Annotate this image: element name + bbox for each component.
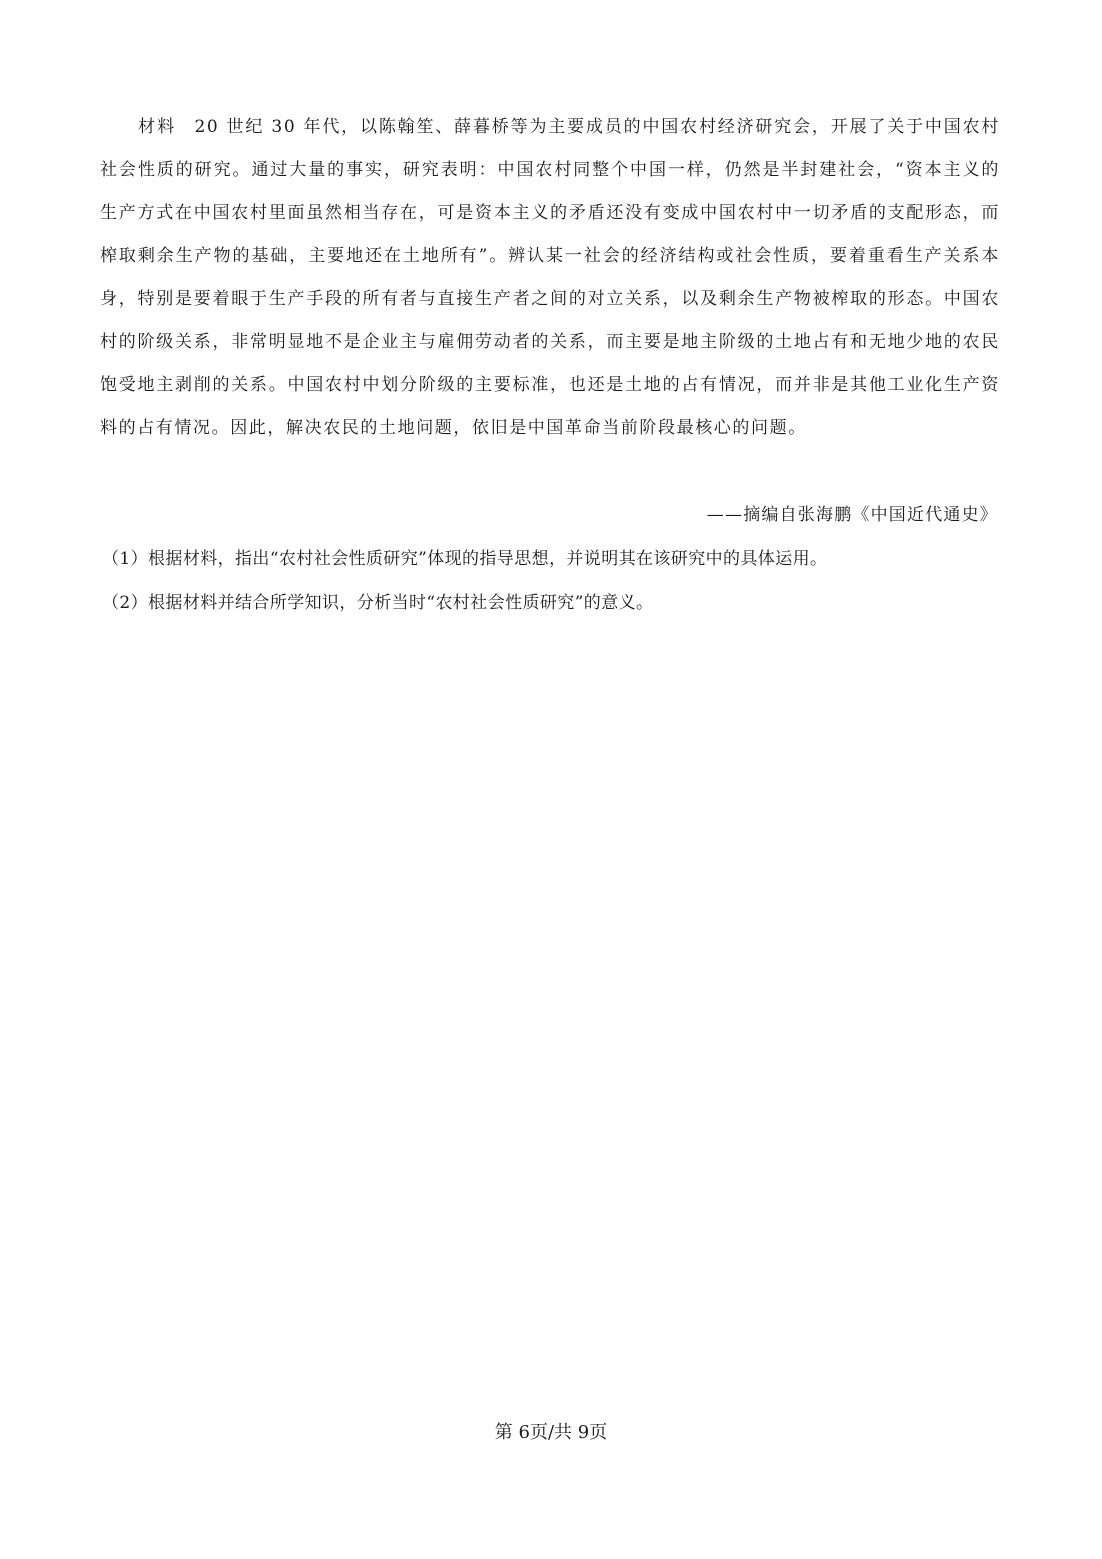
- question-2: （2）根据材料并结合所学知识，分析当时“农村社会性质研究”的意义。: [102, 593, 654, 613]
- material-text: 20 世纪 30 年代，以陈翰笙、薛暮桥等为主要成员的中国农村经济研究会，开展了关于中国农村社会性质的研究。通过大量的事实，研究表明：中国农村同整个中国一样，仍然是半封建社会，“资本主义的生产方式在中国农村里面虽然相当存在，可是资本主义的矛盾还没有变成中国农村中一切矛盾的支配形态，而榨取剩余生产物的基础，主要地还在土地所有”。辨认某一社会的经济结构或社会性质，要着重看生产关系本身，特别是要着眼于生产手段的所有者与直接生产者之间的对立关系，以及剩余生产物被榨取的形态。中国农村的阶级关系，非常明显地不是企业主与雇佣劳动者的关系，而主要是地主阶级的土地占有和无地少地的农民饱受地主剥削的关系。中国农村中划分阶级的主要标准，也还是土地的占有情况，而并非是其他工业化生产资料的占有情况。因此，解决农民的土地问题，依旧是中国革命当前阶段最核心的问题。: [100, 117, 1001, 438]
- question-1: （1）根据材料，指出“农村社会性质研究”体现的指导思想，并说明其在该研究中的具体运用。: [102, 549, 828, 569]
- material-label: 材料: [138, 117, 177, 137]
- material-source: ——摘编自张海鹏《中国近代通史》: [706, 505, 998, 525]
- material-paragraph: [100, 106, 1000, 450]
- page-number: 第 6页/共 9页: [494, 1422, 608, 1443]
